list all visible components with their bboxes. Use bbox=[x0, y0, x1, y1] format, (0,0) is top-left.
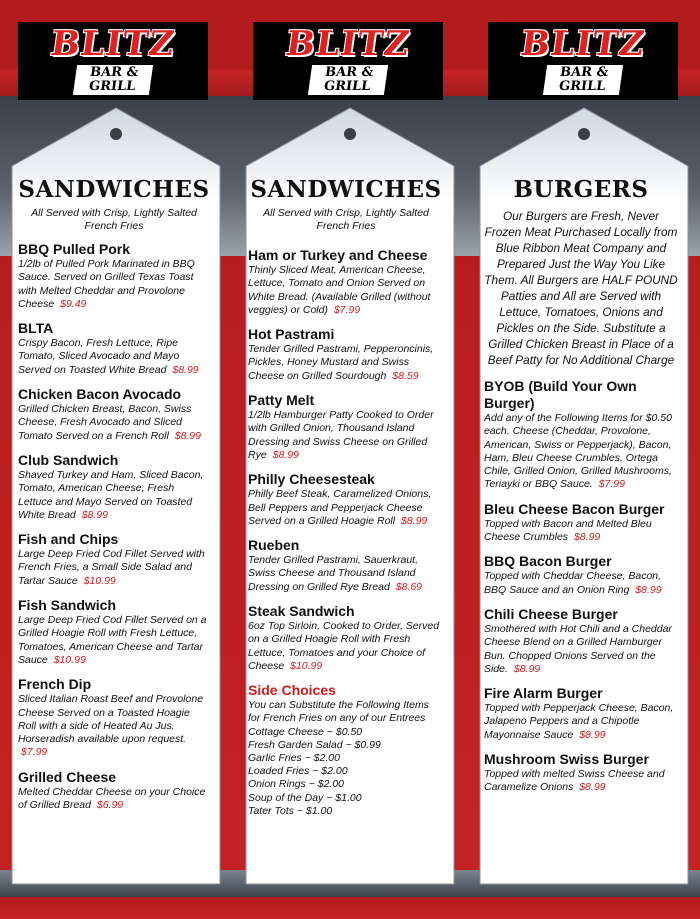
menu-item-price: $8.99 bbox=[401, 514, 428, 527]
menu-item-desc-text: Philly Beef Steak, Caramelized Onions, Bell Peppers and Pepperjack Cheese Served on a Grilled Hoagie Roll bbox=[248, 488, 432, 527]
menu-item-description bbox=[484, 768, 678, 795]
menu-item-price: $8.99 bbox=[172, 363, 199, 376]
menu-item-name: BLTA bbox=[18, 320, 54, 337]
burger-intro: Our Burgers are Fresh, Never Frozen Meat Purchased Locally from Blue Ribbon Meat Company and Prepared Just the Way You Like Them. All Burgers are HALF POUND Patties and All are Served with Lettuce, Tomatoes, Onions and Pickles on the Side. Substitute a Grilled Chicken Breast in Place of a Beef Patty for No Additional Charge bbox=[484, 209, 678, 367]
menu-item-name: Mushroom Swiss Burger bbox=[484, 751, 649, 768]
menu-item bbox=[484, 378, 678, 492]
menu-item bbox=[18, 320, 210, 377]
menu-item bbox=[18, 531, 210, 588]
menu-item-desc-text: Smothered with Hot Chili and a Cheddar Cheese Blend on a Grilled Hamburger Bun. Chopped Onions Served on the Side. bbox=[484, 622, 672, 675]
logo-brand: BLITZ bbox=[518, 24, 648, 64]
side-choices-list bbox=[248, 726, 444, 818]
logo-sub: BAR & GRILL bbox=[73, 65, 153, 95]
menu-item-name: Rueben bbox=[248, 537, 300, 554]
menu-item-name: Bleu Cheese Bacon Burger bbox=[484, 500, 665, 517]
menu-item bbox=[18, 452, 210, 522]
menu-item-price: $8.99 bbox=[635, 583, 662, 596]
menu-item-description bbox=[484, 570, 678, 597]
menu-item-price: $10.99 bbox=[83, 574, 116, 587]
logo-brand: BLITZ bbox=[283, 24, 413, 64]
menu-item-desc-text: Topped with Pepperjack Cheese, Bacon, Jalapeno Peppers and a Chipotle Mayonnaise Sauce bbox=[484, 702, 674, 741]
section-subtitle: All Served with Crisp, Lightly Salted French Fries bbox=[263, 207, 429, 232]
side-choice-item: Tater Tots ~ $1.00 bbox=[248, 804, 333, 817]
menu-item-desc-text: 1/2lb Hamburger Patty Cooked to Order with Grilled Onion, Thousand Island Dressing and Swiss Cheese on Grilled Rye bbox=[248, 409, 434, 461]
menu-item bbox=[484, 606, 678, 676]
menu-item bbox=[248, 471, 444, 528]
menu-item-name: BBQ Bacon Burger bbox=[484, 553, 612, 570]
menu-item-desc-text: Topped with Bacon and Melted Bleu Cheese Crumbles bbox=[484, 517, 652, 544]
menu-item-description bbox=[484, 623, 678, 676]
menu-item bbox=[248, 603, 444, 673]
menu-tag-column-2 bbox=[238, 106, 454, 886]
side-choice-item: Cottage Cheese ~ $0.50 bbox=[248, 725, 363, 738]
menu-item-price: $6.99 bbox=[96, 799, 124, 812]
menu-item-description bbox=[18, 614, 210, 667]
menu-item-name: Grilled Cheese bbox=[18, 768, 117, 785]
menu-item-name: Chili Cheese Burger bbox=[484, 605, 618, 622]
menu-item bbox=[484, 501, 678, 545]
menu-item-desc-text: Topped with melted Swiss Cheese and Caramelize Onions bbox=[484, 768, 665, 794]
menu-item-description bbox=[248, 620, 444, 673]
menu-item-desc-text: Grilled Chicken Breast, Bacon, Swiss Cheese, Fresh Avocado and Sliced Tomato Served on a French Roll bbox=[18, 403, 192, 442]
menu-item bbox=[18, 769, 210, 813]
menu-item-name: Hot Pastrami bbox=[248, 326, 335, 343]
menu-item-name: BBQ Pulled Pork bbox=[18, 241, 131, 257]
menu-item-desc-text: Thinly Sliced Meat, American Cheese, Lettuce, Tomato and Onion Served on White Bread. (Available Grilled (without veggies) or Cold) bbox=[248, 264, 431, 316]
menu-item-name: Steak Sandwich bbox=[248, 603, 355, 620]
menu-item bbox=[248, 392, 444, 462]
section-title: SANDWICHES bbox=[18, 176, 210, 203]
logo-3 bbox=[488, 22, 678, 100]
menu-item-name: Fish Sandwich bbox=[18, 597, 117, 614]
menu-item-description bbox=[18, 693, 210, 759]
column-3-content bbox=[484, 176, 678, 876]
menu-item-desc-text: Large Deep Fried Cod Fillet Served on a Grilled Hoagie Roll with Fresh Lettuce, Tomatoes, American Cheese and Tartar Sauce bbox=[18, 614, 207, 666]
menu-item-description bbox=[18, 786, 210, 813]
menu-item-price: $8.99 bbox=[579, 728, 606, 741]
menu-item bbox=[248, 326, 444, 383]
menu-item-description bbox=[248, 488, 444, 528]
menu-item-description bbox=[18, 469, 210, 522]
side-choice-item: Soup of the Day ~ $1.00 bbox=[248, 791, 362, 804]
menu-item-name: BYOB (Build Your Own Burger) bbox=[484, 378, 637, 411]
logo-2 bbox=[253, 22, 443, 100]
menu-item-description bbox=[18, 258, 210, 311]
column-2-content bbox=[248, 176, 444, 876]
logo-sub: BAR & GRILL bbox=[543, 65, 623, 95]
menu-item-price: $10.99 bbox=[290, 659, 323, 672]
menu-item-price: $7.99 bbox=[21, 746, 48, 759]
menu-tag-column-3 bbox=[472, 106, 688, 886]
menu-item-desc-text: Crispy Bacon, Fresh Lettuce, Ripe Tomato, Sliced Avocado and Mayo Served on Toasted White Bread bbox=[18, 337, 180, 376]
menu-item-desc-text: Add any of the Following Items for $0.50 each. Cheese (Cheddar, Provolone, American, Swiss or Pepperjack), Bacon, Ham, Bleu Cheese Crumbles, Ortega Chile, Grilled Onion, Grilled Mushrooms, Teriayki or BBQ Sauce. bbox=[484, 412, 672, 491]
menu-item-name: French Dip bbox=[18, 676, 92, 693]
menu-item-price: $8.99 bbox=[272, 448, 299, 461]
menu-item-price: $9.49 bbox=[60, 297, 87, 310]
menu-item-description bbox=[248, 264, 444, 317]
menu-item bbox=[484, 553, 678, 597]
logo-sub: BAR & GRILL bbox=[308, 65, 388, 95]
side-choices-title: Side Choices bbox=[248, 682, 336, 699]
menu-item-name: Chicken Bacon Avocado bbox=[18, 386, 182, 403]
menu-item-price: $10.99 bbox=[53, 653, 86, 666]
logo-brand: BLITZ bbox=[48, 24, 178, 64]
menu-item-description bbox=[248, 343, 444, 383]
menu-item-desc-text: Topped with Cheddar Cheese, Bacon, BBQ Sauce and an Onion Ring bbox=[484, 570, 662, 596]
menu-tag-column-1 bbox=[4, 106, 220, 886]
section-title: SANDWICHES bbox=[250, 176, 442, 203]
menu-item-description bbox=[18, 548, 210, 588]
menu-item-name: Club Sandwich bbox=[18, 451, 119, 468]
section-subtitle: All Served with Crisp, Lightly Salted French Fries bbox=[31, 207, 197, 232]
menu-item-desc-text: Large Deep Fried Cod Fillet Served with French Fries, a Small Side Salad and Tartar Sauce bbox=[18, 548, 205, 587]
menu-item bbox=[248, 537, 444, 594]
column-1-content bbox=[18, 176, 210, 876]
side-choice-item: Loaded Fries ~ $2.00 bbox=[248, 765, 348, 778]
side-choice-item: Onion Rings ~ $2.00 bbox=[248, 778, 345, 791]
menu-item-price: $8.99 bbox=[174, 429, 201, 442]
menu-item-desc-text: Melted Cheddar Cheese on your Choice of Grilled Bread bbox=[18, 785, 206, 812]
menu-item-desc-text: Tender Grilled Pastrami, Sauerkraut, Swiss Cheese and Thousand Island Dressing on Grilled Rye Bread bbox=[248, 554, 419, 593]
menu-item bbox=[248, 247, 444, 317]
menu-item bbox=[484, 751, 678, 795]
menu-item-description bbox=[248, 554, 444, 594]
menu-item-desc-text: 1/2lb of Pulled Pork Marinated in BBQ Sauce. Served on Grilled Texas Toast with Melted Cheddar and Provolone Cheese bbox=[18, 258, 195, 310]
menu-item-price: $8.99 bbox=[81, 508, 108, 521]
side-choice-item: Fresh Garden Salad ~ $0.99 bbox=[248, 738, 381, 751]
menu-item-name: Ham or Turkey and Cheese bbox=[248, 247, 428, 263]
menu-item-description bbox=[484, 518, 678, 545]
menu-item-name: Philly Cheesesteak bbox=[248, 471, 375, 488]
menu-item-desc-text: Shaved Turkey and Ham, Sliced Bacon, Tomato, American Cheese, Fresh Lettuce and Mayo Served on Toasted White Bread bbox=[18, 468, 204, 521]
menu-item-price: $8.99 bbox=[513, 662, 541, 675]
menu-item bbox=[18, 241, 210, 311]
menu-item bbox=[484, 685, 678, 742]
menu-item-price: $8.69 bbox=[395, 580, 423, 593]
menu-item-desc-text: 6oz Top Sirloin, Cooked to Order, Served on a Grilled Hoagie Roll with Fresh Lettuce, Tomatoes and your Choice of Cheese bbox=[248, 620, 440, 672]
menu-item bbox=[18, 386, 210, 443]
menu-item-desc-text: Tender Grilled Pastrami, Pepperoncinis, Pickles, Honey Mustard and Swiss Cheese on Grilled Sourdough bbox=[248, 343, 434, 382]
menu-item bbox=[18, 597, 210, 667]
menu-item-description bbox=[248, 409, 444, 462]
menu-item-description bbox=[484, 412, 678, 492]
side-choices-intro: You can Substitute the Following Items for French Fries on any of our Entrees bbox=[248, 699, 429, 725]
logo-1 bbox=[18, 22, 208, 100]
menu-item-desc-text: Sliced Italian Roast Beef and Provolone Cheese Served on a Toasted Hoagie Roll with a side of Heated Au Jus. Horseradish available upon request. bbox=[18, 693, 204, 746]
menu-item-price: $8.99 bbox=[573, 531, 601, 544]
side-choice-item: Garlic Fries ~ $2.00 bbox=[248, 752, 340, 765]
section-title: BURGERS bbox=[513, 176, 649, 203]
menu-item bbox=[18, 676, 210, 759]
menu-item-price: $8.99 bbox=[579, 781, 606, 794]
menu-item-name: Fish and Chips bbox=[18, 531, 119, 548]
menu-item-description bbox=[18, 337, 210, 377]
menu-item-price: $7.99 bbox=[333, 303, 361, 316]
menu-item-name: Fire Alarm Burger bbox=[484, 685, 603, 702]
menu-item-description bbox=[18, 403, 210, 443]
menu-item-price: $8.59 bbox=[392, 369, 419, 382]
menu-item-name: Patty Melt bbox=[248, 392, 315, 409]
menu-item-price: $7.99 bbox=[598, 478, 625, 491]
menu-item-description bbox=[484, 702, 678, 742]
